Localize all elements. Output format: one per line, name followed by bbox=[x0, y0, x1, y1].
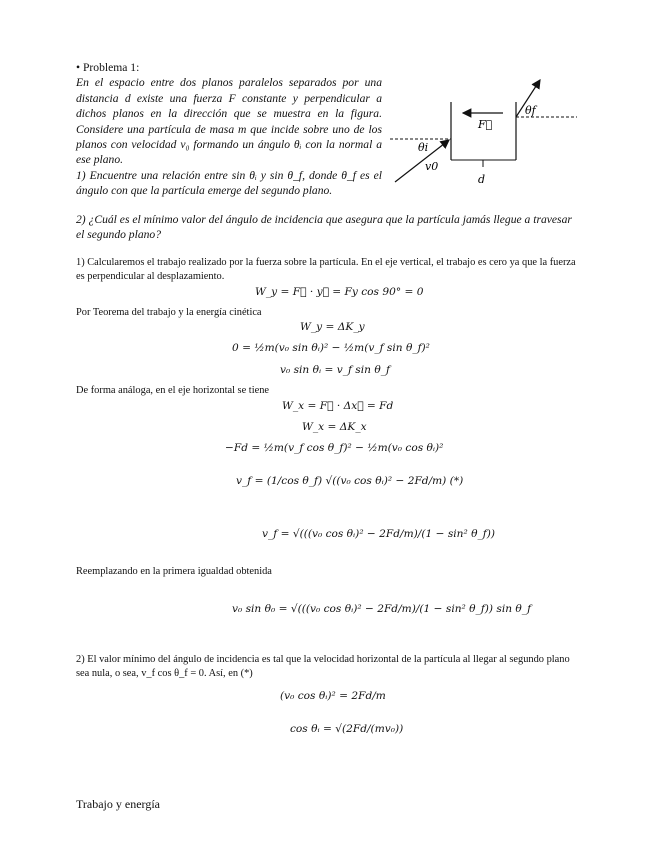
solution-replace: Reemplazando en la primera igualdad obtenida bbox=[76, 566, 272, 577]
question-2: 2) ¿Cuál es el mínimo valor del ángulo de incidencia que asegura que la partícula jamás llegue a travesar el segundo plano? bbox=[76, 213, 572, 242]
label-theta-f: θf bbox=[525, 104, 536, 117]
problem-statement bbox=[76, 60, 382, 199]
eq-wx-dk: W_x = ΔK_x bbox=[302, 421, 367, 433]
eq-wy-dk: W_y = ΔK_y bbox=[300, 321, 365, 333]
solution-horizontal: De forma análoga, en el eje horizontal se tiene bbox=[76, 385, 270, 396]
solution-intro: 1) Calcularemos el trabajo realizado por la fuerza sobre la partícula. En el eje vertical, el trabajo es cero ya que la fuerza es perpendicular al desplazamiento. bbox=[76, 257, 576, 282]
problem-heading: • Problema 1: bbox=[76, 61, 140, 74]
eq-final-1: v₀ sin θ₀ = √(((v₀ cos θᵢ)² − 2Fd/m)/(1 − sin² θ_f)) sin θ_f bbox=[232, 603, 531, 615]
eq-vf-2: v_f = √(((v₀ cos θᵢ)² − 2Fd/m)/(1 − sin² θ_f)) bbox=[262, 528, 495, 540]
eq-wx: W_x = F⃗ · Δx⃗ = Fd bbox=[282, 400, 394, 412]
label-theta-i: θi bbox=[418, 141, 429, 154]
eq-vf-1: v_f = (1/cos θ_f) √((v₀ cos θᵢ)² − 2Fd/m) (*) bbox=[236, 475, 464, 487]
eq-q2-a: (v₀ cos θᵢ)² = 2Fd/m bbox=[280, 690, 386, 702]
question-1: 1) Encuentre una relación entre sin θᵢ y sin θ_f, donde θ_f es el ángulo con que la partícula emerge del segundo plano. bbox=[76, 168, 382, 198]
label-F: F⃗ bbox=[478, 118, 493, 131]
physics-figure bbox=[385, 72, 585, 192]
eq-energy-x: −Fd = ½m(v_f cos θ_f)² − ½m(v₀ cos θᵢ)² bbox=[225, 442, 444, 454]
eq-q2-b: cos θᵢ = √(2Fd/(mv₀)) bbox=[290, 723, 404, 735]
problem-text: En el espacio entre dos planos paralelos separados por una distancia d existe una fuerza F constante y perpendicular a dichos planos en la dirección que se muestra en la figura. Considere una partícula de masa m que incide sobre uno de los planos con velocidad v₀ formando un ángulo θᵢ con la normal a ese plano. bbox=[76, 76, 382, 167]
eq-energy-y: 0 = ½m(v₀ sin θᵢ)² − ½m(v_f sin θ_f)² bbox=[232, 342, 430, 354]
eq-sin-relation: v₀ sin θᵢ = v_f sin θ_f bbox=[280, 364, 390, 376]
solution-theorem: Por Teorema del trabajo y la energía cinética bbox=[76, 307, 262, 318]
page-footer: Trabajo y energía bbox=[76, 797, 160, 811]
label-d: d bbox=[478, 173, 486, 186]
solution-q2: 2) El valor mínimo del ángulo de incidencia es tal que la velocidad horizontal de la partícula al llegar al segundo plano sea nula, o sea, v_f cos θ_f = 0. Así, en (*) bbox=[76, 654, 570, 679]
eq-wy: W_y = F⃗ · y⃗ = Fy cos 90° = 0 bbox=[255, 286, 424, 298]
label-v0: v0 bbox=[425, 160, 439, 173]
